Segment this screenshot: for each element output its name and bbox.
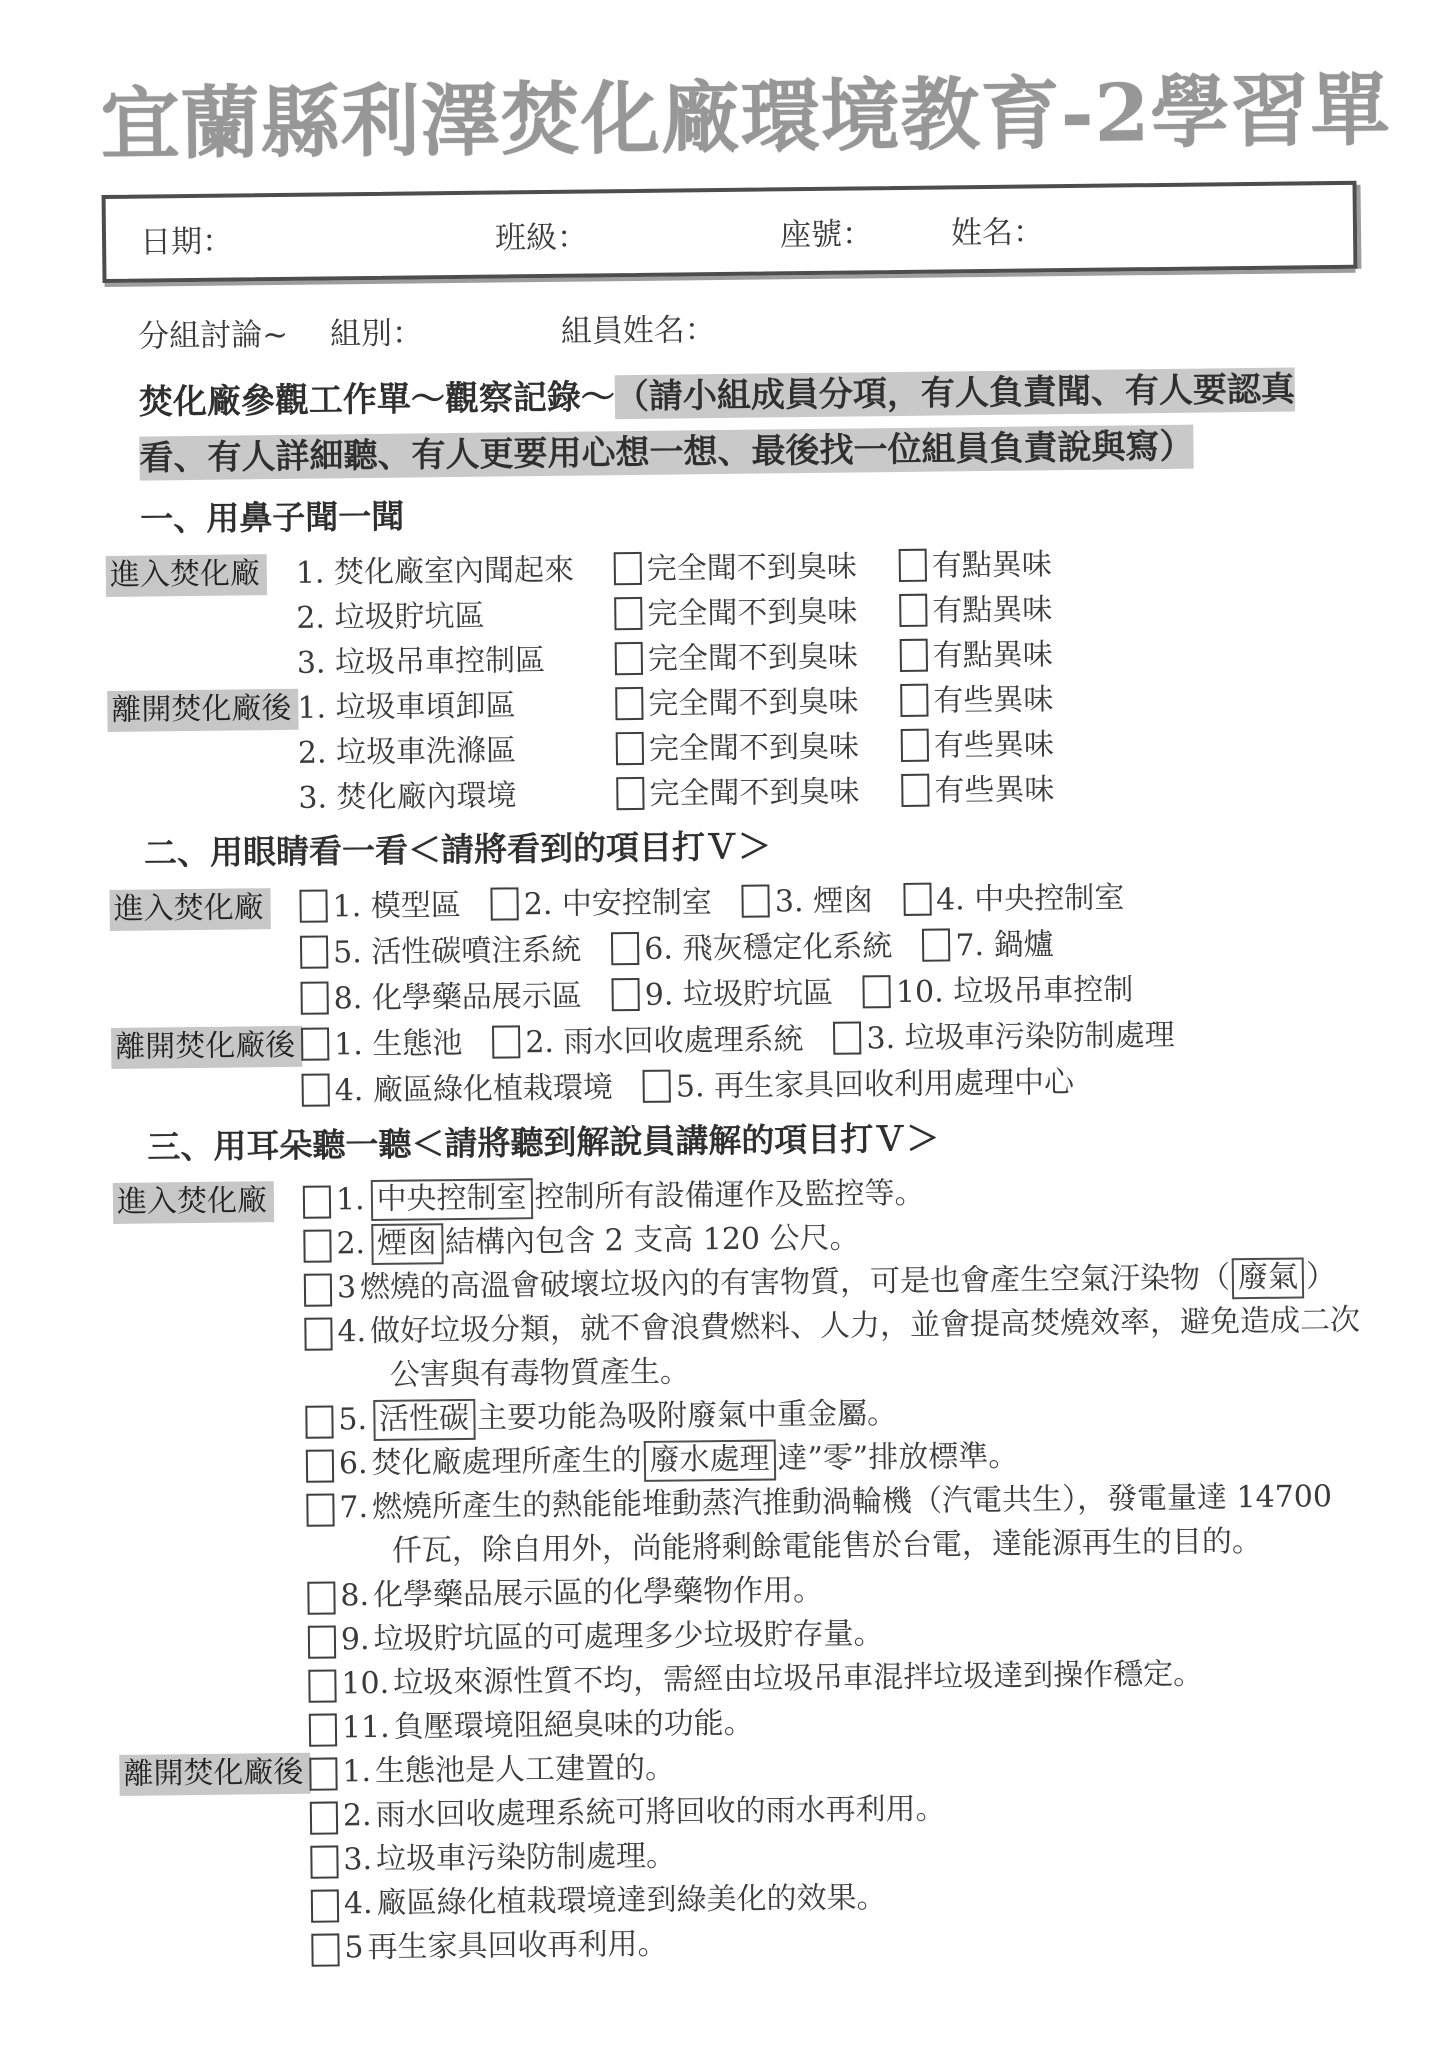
see-item-label: 7. 鍋爐 bbox=[955, 927, 1054, 964]
checkbox-hear-item[interactable] bbox=[306, 1494, 334, 1527]
item-text: 達”零”排放標準。 bbox=[777, 1439, 1019, 1477]
side-label-leave-plant: 離開焚化廠後 bbox=[111, 1026, 302, 1069]
item-text: 做好垃圾分類，就不會浪費燃料、人力，並會提高焚燒效率，避免造成二次公害與有毒物質產生。 bbox=[369, 1303, 1361, 1394]
item-text: 主要功能為吸附廢氣中重金屬。 bbox=[476, 1396, 898, 1437]
item-text: 焚化廠處理所產生的 bbox=[371, 1443, 642, 1482]
see-item bbox=[299, 883, 461, 931]
item-number: 1. bbox=[342, 1754, 372, 1790]
item-number: 2. bbox=[336, 1226, 366, 1262]
item-number: 3. bbox=[343, 1842, 373, 1878]
checkbox-see-item[interactable] bbox=[742, 885, 770, 918]
option-label: 完全聞不到臭味 bbox=[648, 729, 860, 768]
option-label: 有些異味 bbox=[934, 772, 1055, 810]
item-number: 3 bbox=[336, 1270, 357, 1306]
see-item bbox=[300, 974, 582, 1023]
checkbox-hear-item[interactable] bbox=[311, 1934, 339, 1967]
checkbox-hear-item[interactable] bbox=[309, 1758, 337, 1791]
checkbox-see-item[interactable] bbox=[300, 936, 328, 969]
checkbox-see-item[interactable] bbox=[643, 1070, 671, 1103]
item-number: 5 bbox=[344, 1930, 364, 1966]
item-text: 燃燒所產生的熱能能堆動蒸汽推動渦輪機（汽電共生），發電量達 14700 仟瓦，除自用外，尚能將剩餘電能售於台電，達能源再生的目的。 bbox=[371, 1479, 1333, 1570]
item-number: 8. bbox=[340, 1578, 370, 1614]
checkbox-hear-item[interactable] bbox=[310, 1846, 338, 1879]
boxed-term: 中央控制室 bbox=[370, 1179, 532, 1222]
group-discussion-label: 分組討論~ bbox=[137, 317, 289, 356]
hear-item-text bbox=[339, 1475, 1372, 1575]
item-number: 1. bbox=[335, 1182, 365, 1218]
checkbox-see-item[interactable] bbox=[300, 982, 328, 1015]
side-label-enter-plant: 進入焚化廠 bbox=[113, 1182, 274, 1225]
item-text: 負壓環境阻絕臭味的功能。 bbox=[393, 1706, 754, 1746]
option-label: 完全聞不到臭味 bbox=[648, 684, 859, 723]
side-label-leave-plant: 離開焚化廠後 bbox=[119, 1753, 310, 1796]
see-item-label: 4. 中央控制室 bbox=[935, 880, 1125, 919]
checkbox-see-item[interactable] bbox=[492, 1026, 520, 1059]
checkbox-hear-item[interactable] bbox=[304, 1318, 332, 1351]
see-item-label: 3. 煙囪 bbox=[774, 883, 874, 920]
see-item bbox=[492, 1018, 804, 1068]
see-item-label: 6. 飛灰穩定化系統 bbox=[644, 929, 893, 968]
item-text: 廠區綠化植栽環境達到綠美化的效果。 bbox=[376, 1880, 887, 1922]
option-label: 完全聞不到臭味 bbox=[646, 549, 858, 588]
member-names-label: 組員姓名： bbox=[560, 312, 717, 351]
checkbox-see-item[interactable] bbox=[903, 883, 931, 916]
name-field-label: 姓名： bbox=[950, 214, 1045, 252]
checkbox-some-odor[interactable] bbox=[900, 639, 928, 672]
item-number: 6. bbox=[338, 1446, 368, 1482]
see-item bbox=[611, 925, 893, 974]
option-label: 完全聞不到臭味 bbox=[649, 774, 860, 813]
see-item bbox=[491, 881, 713, 930]
checkbox-see-item[interactable] bbox=[302, 1074, 330, 1107]
see-item-label: 2. 中安控制室 bbox=[523, 885, 713, 923]
checkbox-hear-item[interactable] bbox=[310, 1802, 338, 1835]
smell-item-label: 1. 焚化廠室內聞起來 bbox=[295, 553, 575, 592]
side-label-slot bbox=[119, 1751, 309, 1797]
side-label-slot bbox=[113, 1179, 303, 1225]
see-item bbox=[863, 968, 1134, 1017]
side-label-slot bbox=[111, 1023, 302, 1071]
checkbox-no-odor[interactable] bbox=[616, 777, 644, 810]
smell-item-label: 2. 垃圾車洗滌區 bbox=[297, 733, 517, 772]
checkbox-hear-item[interactable] bbox=[311, 1890, 339, 1923]
see-item bbox=[742, 879, 874, 926]
worksheet-heading-main: 焚化廠參觀工作單～觀察記錄～ bbox=[138, 377, 616, 424]
option-label: 有點異味 bbox=[932, 637, 1054, 675]
item-number: 11. bbox=[341, 1710, 390, 1746]
checkbox-no-odor[interactable] bbox=[615, 687, 643, 720]
see-item bbox=[833, 1013, 1175, 1063]
item-text: 燃燒的高溫會破壞垃圾內的有害物質，可是也會產生空氣汙染物（ bbox=[359, 1260, 1231, 1306]
checkbox-hear-item[interactable] bbox=[305, 1406, 333, 1439]
checkbox-see-item[interactable] bbox=[611, 932, 639, 965]
item-text: 結構內包含 2 支高 120 公尺。 bbox=[444, 1220, 860, 1261]
checkbox-see-item[interactable] bbox=[301, 1028, 329, 1061]
checkbox-hear-item[interactable] bbox=[307, 1582, 335, 1615]
see-item bbox=[300, 928, 582, 977]
see-item bbox=[643, 1061, 1075, 1112]
checkbox-hear-item[interactable] bbox=[308, 1670, 336, 1703]
checkbox-some-odor[interactable] bbox=[899, 594, 927, 627]
section2-heading: 二、用眼睛看一看＜請將看到的項目打Ｖ＞ bbox=[143, 826, 772, 874]
checkbox-hear-item[interactable] bbox=[308, 1626, 336, 1659]
item-text: 生態池是人工建置的。 bbox=[374, 1751, 676, 1790]
option-label: 完全聞不到臭味 bbox=[647, 594, 858, 633]
see-item bbox=[922, 923, 1054, 970]
side-label-enter-plant: 進入焚化廠 bbox=[106, 555, 267, 598]
see-item bbox=[903, 876, 1125, 925]
option-label: 有些異味 bbox=[933, 682, 1054, 720]
see-item-label: 4. 廠區綠化植栽環境 bbox=[334, 1070, 614, 1109]
item-number: 5. bbox=[338, 1402, 368, 1438]
checkbox-see-item[interactable] bbox=[299, 890, 327, 923]
checkbox-no-odor[interactable] bbox=[616, 732, 644, 765]
smell-item-label: 1. 垃圾車頃卸區 bbox=[297, 688, 516, 727]
checkbox-no-odor[interactable] bbox=[614, 597, 642, 630]
see-item-label: 5. 再生家具回收利用處理中心 bbox=[675, 1065, 1075, 1106]
checkbox-see-item[interactable] bbox=[922, 929, 950, 962]
smell-item-label: 2. 垃圾貯坑區 bbox=[296, 599, 485, 637]
item-text: 垃圾來源性質不均，需經由垃圾吊車混拌垃圾達到操作穩定。 bbox=[392, 1657, 1204, 1702]
option-label: 有點異味 bbox=[931, 547, 1053, 585]
worksheet-heading-note: （請小組成員分項，有人負責聞、有人要認真看、有人詳細聽、有人更要用心想一想、最後找一位組員負責說與寫） bbox=[139, 369, 1296, 480]
group-discussion-line bbox=[138, 301, 1358, 359]
item-number: 2. bbox=[342, 1798, 372, 1834]
page-title: 宜蘭縣利澤焚化廠環境教育-2學習單 bbox=[100, 63, 1391, 172]
item-number: 4. bbox=[343, 1886, 373, 1922]
checkbox-some-odor[interactable] bbox=[901, 729, 929, 762]
boxed-term: 廢氣 bbox=[1232, 1258, 1304, 1300]
see-item-label: 8. 化學藥品展示區 bbox=[333, 979, 583, 1017]
item-text: 化學藥品展示區的化學藥物作用。 bbox=[372, 1573, 824, 1614]
boxed-term: 活性碳 bbox=[373, 1399, 475, 1441]
see-item bbox=[301, 1066, 613, 1116]
item-text: 垃圾車污染防制處理。 bbox=[375, 1839, 677, 1878]
checkbox-hear-item[interactable] bbox=[303, 1186, 331, 1219]
see-item-label: 3. 垃圾車污染防制處理 bbox=[866, 1018, 1175, 1057]
class-field-label: 班級： bbox=[494, 219, 589, 257]
smell-item-label: 3. 焚化廠內環境 bbox=[298, 778, 517, 817]
item-text: ） bbox=[1305, 1259, 1337, 1295]
side-label-slot bbox=[109, 885, 300, 933]
checkbox-hear-item[interactable] bbox=[306, 1450, 334, 1483]
worksheet-heading bbox=[139, 361, 1362, 487]
checkbox-hear-item[interactable] bbox=[309, 1714, 337, 1747]
see-item-label: 1. 模型區 bbox=[332, 888, 462, 925]
see-item-label: 1. 生態池 bbox=[334, 1026, 463, 1063]
checkbox-see-item[interactable] bbox=[863, 976, 891, 1009]
section1-heading: 一、用鼻子聞一聞 bbox=[140, 497, 405, 540]
option-label: 完全聞不到臭味 bbox=[647, 639, 859, 678]
item-text: 再生家具回收再利用。 bbox=[367, 1927, 668, 1966]
seat-field-label: 座號： bbox=[779, 216, 874, 254]
item-number: 10. bbox=[341, 1666, 390, 1702]
item-number: 9. bbox=[340, 1622, 370, 1658]
side-label-slot bbox=[106, 551, 296, 598]
group-number-label: 組別： bbox=[329, 315, 424, 353]
item-text: 雨水回收處理系統可將回收的雨水再利用。 bbox=[375, 1792, 946, 1834]
see-item-label: 5. 活性碳噴注系統 bbox=[332, 933, 582, 971]
item-number: 4. bbox=[337, 1314, 367, 1350]
side-label-enter-plant: 進入焚化廠 bbox=[109, 889, 270, 932]
section3-heading: 三、用耳朵聽一聽＜請將聽到解說員講解的項目打Ｖ＞ bbox=[147, 1119, 940, 1168]
checkbox-some-odor[interactable] bbox=[899, 549, 927, 582]
see-item bbox=[301, 1021, 463, 1069]
checkbox-no-odor[interactable] bbox=[614, 552, 642, 585]
checkbox-hear-item[interactable] bbox=[303, 1230, 331, 1263]
hear-row bbox=[116, 1475, 1372, 1577]
boxed-term: 煙囪 bbox=[371, 1224, 443, 1266]
checkbox-see-item[interactable] bbox=[491, 888, 519, 921]
checkbox-some-odor[interactable] bbox=[900, 684, 928, 717]
checkbox-some-odor[interactable] bbox=[901, 774, 929, 807]
boxed-term: 廢水處理 bbox=[643, 1440, 775, 1482]
checkbox-see-item[interactable] bbox=[612, 978, 640, 1011]
checkbox-hear-item[interactable] bbox=[304, 1274, 332, 1307]
date-field-label: 日期： bbox=[139, 223, 234, 261]
option-label: 有些異味 bbox=[933, 727, 1055, 765]
item-number: 7. bbox=[339, 1490, 369, 1526]
student-info-box bbox=[102, 181, 1358, 283]
hear-item-text bbox=[337, 1299, 1370, 1399]
see-item-label: 2. 雨水回收處理系統 bbox=[525, 1022, 804, 1061]
hear-row bbox=[114, 1299, 1370, 1401]
option-label: 有點異味 bbox=[932, 592, 1053, 630]
item-text: 控制所有設備運作及監控等。 bbox=[534, 1176, 925, 1216]
see-item-label: 9. 垃圾貯坑區 bbox=[644, 976, 834, 1014]
see-item bbox=[612, 971, 834, 1020]
side-label-leave-plant: 離開焚化廠後 bbox=[107, 689, 298, 732]
smell-item-label: 3. 垃圾吊車控制區 bbox=[296, 643, 546, 682]
checkbox-see-item[interactable] bbox=[833, 1022, 861, 1055]
side-label-slot bbox=[107, 686, 297, 733]
item-text: 垃圾貯坑區的可處理多少垃圾貯存量。 bbox=[373, 1616, 884, 1658]
checkbox-no-odor[interactable] bbox=[615, 642, 643, 675]
see-item-label: 10. 垃圾吊車控制 bbox=[895, 972, 1134, 1011]
